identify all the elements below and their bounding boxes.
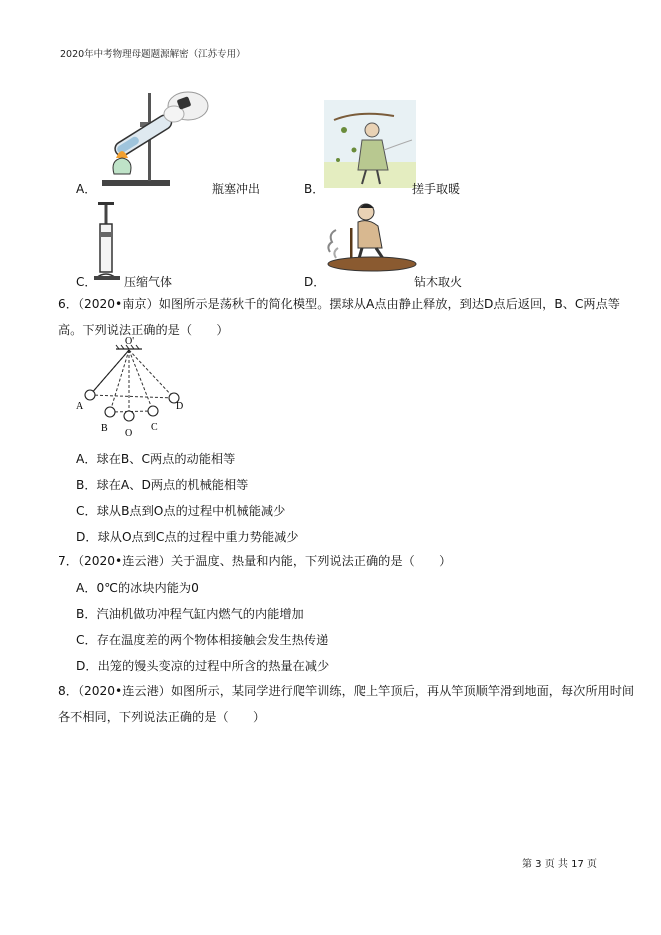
q5-option-c-letter: C．: [76, 275, 97, 289]
q7-stem: 7．（2020•连云港）关于温度、热量和内能，下列说法正确的是（ ）: [58, 554, 452, 568]
rubbing-hands-illustration: [324, 100, 416, 188]
q8-stem-line2: 各不相同，下列说法正确的是（ ）: [58, 710, 266, 724]
pendulum-label-a: A: [76, 401, 84, 412]
q6-option-d: D．球从O点到C点的过程中重力势能减少: [76, 530, 299, 544]
pendulum-label-b: B: [101, 423, 108, 434]
q6-option-c: C．球从B点到O点的过程中机械能减少: [76, 504, 286, 518]
pendulum-label-d: D: [176, 401, 184, 412]
q5-option-a-letter: A．: [76, 182, 97, 196]
q7-option-b: B．汽油机做功冲程气缸内燃气的内能增加: [76, 607, 304, 621]
compressed-gas-cylinder-illustration: [92, 202, 122, 284]
q5-option-d-caption: 钻木取火: [414, 275, 463, 289]
q5-option-a-caption: 瓶塞冲出: [212, 182, 261, 196]
q5-option-b-caption: 搓手取暖: [412, 182, 461, 196]
test-tube-stopper-illustration: [94, 88, 214, 188]
pendulum-label-pivot: O': [125, 336, 135, 347]
drilling-wood-fire-illustration: [326, 200, 418, 284]
q6-stem-line1: 6．（2020•南京）如图所示是荡秋千的简化模型。摆球从A点由静止释放，到达D点后返回，B、C两点等: [58, 297, 620, 311]
q8-stem-line1: 8．（2020•连云港）如图所示，某同学进行爬竿训练，爬上竿顶后，再从竿顶顺竿滑到地面，每次所用时间: [58, 684, 635, 698]
pendulum-label-o: O: [125, 428, 133, 439]
page-header: 2020年中考物理母题题源解密（江苏专用）: [60, 49, 246, 60]
q7-option-c: C．存在温度差的两个物体相接触会发生热传递: [76, 633, 329, 647]
q5-option-c-caption: 压缩气体: [124, 275, 173, 289]
page-footer: 第 3 页 共 17 页: [522, 859, 597, 870]
q5-option-d-letter: D．: [304, 275, 326, 289]
q7-option-a: A．0℃的冰块内能为0: [76, 581, 199, 595]
q5-option-b-letter: B．: [304, 182, 325, 196]
q6-option-a: A．球在B、C两点的动能相等: [76, 452, 236, 466]
pendulum-label-c: C: [151, 422, 158, 433]
q7-option-d: D．出笼的馒头变凉的过程中所含的热量在减少: [76, 659, 330, 673]
pendulum-diagram: [76, 336, 188, 439]
q6-stem-line2: 高。下列说法正确的是（ ）: [58, 323, 229, 337]
q6-option-b: B．球在A、D两点的机械能相等: [76, 478, 249, 492]
